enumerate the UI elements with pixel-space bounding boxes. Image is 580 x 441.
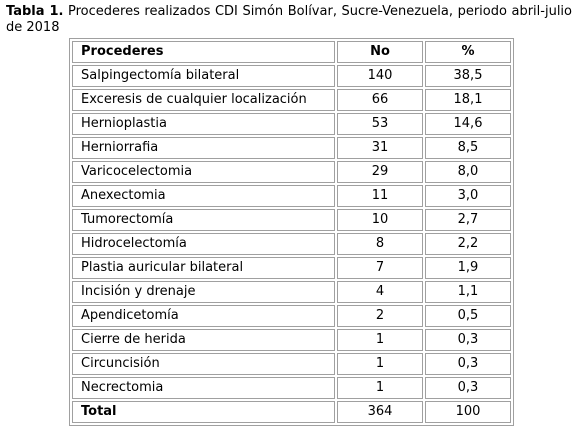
cell-percent: 0,3 xyxy=(425,353,511,375)
procedures-table xyxy=(69,38,514,426)
cell-percent: 8,5 xyxy=(425,137,511,159)
table-row xyxy=(72,305,511,327)
cell-procedure: Exceresis de cualquier localización xyxy=(72,89,335,111)
cell-count: 1 xyxy=(337,329,423,351)
cell-count: 140 xyxy=(337,65,423,87)
cell-procedure: Incisión y drenaje xyxy=(72,281,335,303)
cell-count: 29 xyxy=(337,161,423,183)
cell-count: 11 xyxy=(337,185,423,207)
cell-percent: 18,1 xyxy=(425,89,511,111)
table-row xyxy=(72,353,511,375)
cell-count: 66 xyxy=(337,89,423,111)
header-no: No xyxy=(337,41,423,63)
table-row xyxy=(72,257,511,279)
cell-count: 2 xyxy=(337,305,423,327)
cell-percent: 1,1 xyxy=(425,281,511,303)
table-row xyxy=(72,65,511,87)
table-row xyxy=(72,89,511,111)
table-row xyxy=(72,185,511,207)
cell-procedure: Tumorectomía xyxy=(72,209,335,231)
total-count: 364 xyxy=(337,401,423,423)
cell-count: 7 xyxy=(337,257,423,279)
total-label: Total xyxy=(72,401,335,423)
cell-percent: 0,5 xyxy=(425,305,511,327)
cell-procedure: Necrectomia xyxy=(72,377,335,399)
cell-percent: 2,7 xyxy=(425,209,511,231)
table-row xyxy=(72,281,511,303)
cell-procedure: Salpingectomía bilateral xyxy=(72,65,335,87)
cell-count: 8 xyxy=(337,233,423,255)
table-header-row xyxy=(72,41,511,63)
procedures-table-container xyxy=(69,38,514,426)
table-row xyxy=(72,161,511,183)
cell-percent: 14,6 xyxy=(425,113,511,135)
cell-count: 4 xyxy=(337,281,423,303)
cell-percent: 1,9 xyxy=(425,257,511,279)
cell-procedure: Hernioplastia xyxy=(72,113,335,135)
cell-count: 53 xyxy=(337,113,423,135)
cell-percent: 38,5 xyxy=(425,65,511,87)
table-caption xyxy=(6,4,572,36)
cell-procedure: Hidrocelectomía xyxy=(72,233,335,255)
caption-label: Tabla 1. xyxy=(6,4,64,19)
caption-text: Procederes realizados CDI Simón Bolívar, Sucre-Venezuela, periodo abril-julio de 2018 xyxy=(6,4,572,35)
cell-procedure: Plastia auricular bilateral xyxy=(72,257,335,279)
table-row xyxy=(72,113,511,135)
table-row xyxy=(72,329,511,351)
table-row xyxy=(72,233,511,255)
cell-count: 1 xyxy=(337,377,423,399)
cell-count: 1 xyxy=(337,353,423,375)
cell-procedure: Cierre de herida xyxy=(72,329,335,351)
cell-percent: 2,2 xyxy=(425,233,511,255)
cell-count: 31 xyxy=(337,137,423,159)
cell-procedure: Anexectomia xyxy=(72,185,335,207)
table-row xyxy=(72,137,511,159)
header-procederes: Procederes xyxy=(72,41,335,63)
cell-percent: 3,0 xyxy=(425,185,511,207)
cell-count: 10 xyxy=(337,209,423,231)
table-row xyxy=(72,209,511,231)
cell-procedure: Varicocelectomia xyxy=(72,161,335,183)
header-percent: % xyxy=(425,41,511,63)
cell-percent: 8,0 xyxy=(425,161,511,183)
cell-percent: 0,3 xyxy=(425,377,511,399)
total-percent: 100 xyxy=(425,401,511,423)
table-total-row xyxy=(72,401,511,423)
cell-procedure: Herniorrafia xyxy=(72,137,335,159)
table-body xyxy=(72,65,511,399)
cell-procedure: Circuncisión xyxy=(72,353,335,375)
cell-percent: 0,3 xyxy=(425,329,511,351)
table-row xyxy=(72,377,511,399)
cell-procedure: Apendicetomía xyxy=(72,305,335,327)
